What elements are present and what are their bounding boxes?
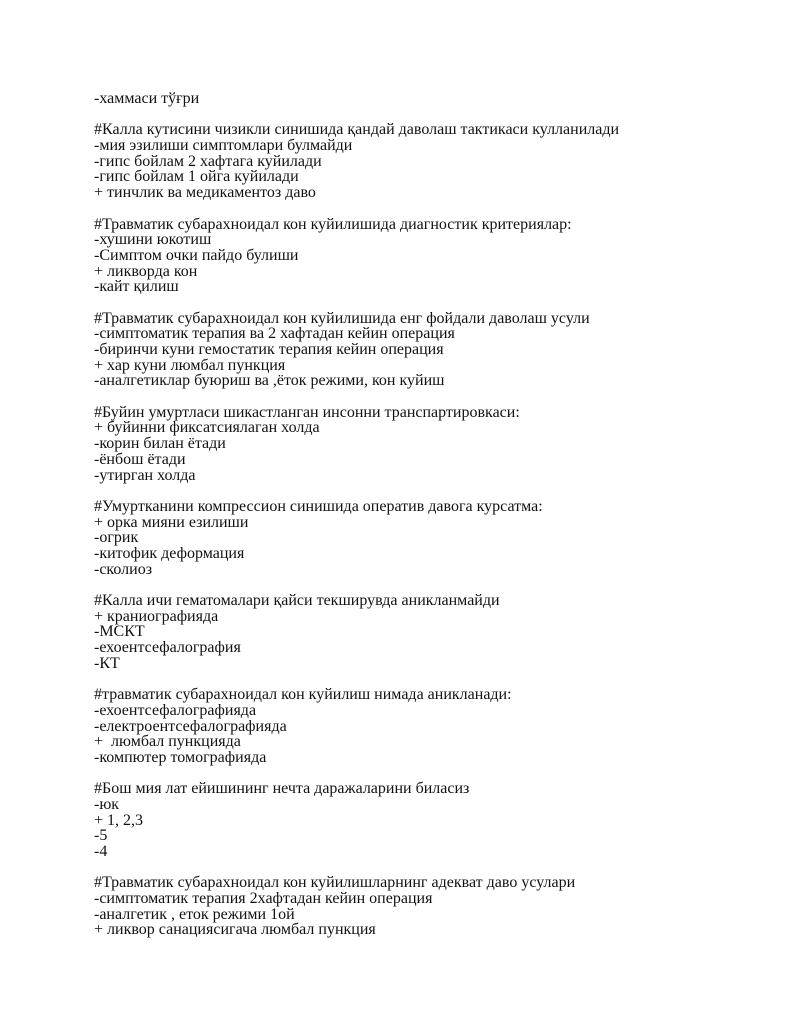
question-block [94,781,774,859]
answer-option: -гипс бойлам 1 ойга куйилади [94,168,299,186]
question-block [94,593,774,671]
question-text: #Калла кутисини чизикли синишида қандай даволаш тактикаси кулланилади [94,121,620,139]
blank-line [94,577,774,593]
question-text: #Травматик субарахноидал кон куйилишида енг фойдали даволаш усули [94,309,590,327]
question-text: #Умуртканини компрессион синишида оператив давога курсатма: [94,497,543,515]
answer-option: -МСКТ [94,623,145,641]
answer-option: -китофик деформация [94,544,245,562]
question-text: #травматик субарахноидал кон куйилиш нимада аникланади: [94,686,512,704]
blank-line [94,389,774,405]
document-page [94,91,774,938]
answer-option: -огрик [94,529,139,547]
question-block [94,217,774,295]
answer-option: + орка мияни езилиши [94,513,249,531]
answer-option: -ехоентсефалография [94,639,241,657]
blank-line [94,766,774,782]
blank-line [94,201,774,217]
question-text: #Буйин умуртласи шикастланган инсонни транспартировкаси: [94,403,520,421]
intro-line: -хаммаси тўғри [94,90,200,107]
question-block [94,687,774,765]
question-text: #Бош мия лат ейишининг нечта даражаларини биласиз [94,780,470,798]
answer-option: + люмбал пункцияда [94,733,241,751]
answer-option: + тинчлик ва медикаментоз даво [94,184,316,202]
answer-option: -ехоентсефалографияда [94,701,257,719]
question-block [94,405,774,483]
answer-option: -гипс бойлам 2 хафтага куйилади [94,152,322,170]
blank-line [94,671,774,687]
blank-line [94,483,774,499]
question-text: #Калла ичи гематомалари қайси текширувда аникланмайди [94,592,500,609]
answer-option: -компютер томографияда [94,748,267,766]
answer-option: + краниографияда [94,607,219,625]
question-list [94,122,774,938]
answer-option: -сколиоз [94,560,153,578]
answer-option: -КТ [94,654,120,672]
answer-option: -5 [94,827,108,845]
answer-option: -ёнбош ётади [94,450,186,468]
answer-option: + буйинни фиксатсиялаган холда [94,419,320,437]
answer-option: -мия эзилиши симптомлари булмайди [94,137,353,155]
answer-option: -утирган холда [94,466,196,484]
answer-option: -симптоматик терапия 2хафтадан кейин операция [94,890,433,908]
answer-option: + ликворда кон [94,262,198,280]
answer-option: -Симптом очки пайдо булиши [94,246,299,264]
answer-option: -електроентсефалографияда [94,717,287,735]
answer-option: -хушини юкотиш [94,231,212,249]
blank-line [94,295,774,311]
question-block [94,122,774,200]
answer-option: + хар куни люмбал пункция [94,356,286,374]
answer-option: -аналгетик , еток режими 1ой [94,905,295,923]
question-text: #Травматик субарахноидал кон куйилишида диагностик критериялар: [94,215,572,233]
answer-option: -симптоматик терапия ва 2 хафтадан кейин операция [94,325,455,343]
answer-option: -аналгетиклар буюриш ва ,ёток режими, кон куйиш [94,372,445,390]
answer-option: -кайт қилиш [94,278,179,296]
question-block [94,311,774,389]
answer-option: + ликвор санациясигача люмбал пункция [94,921,376,939]
answer-option: -биринчи куни гемостатик терапия кейин операция [94,341,444,358]
question-block [94,499,774,577]
blank-line [94,107,774,123]
answer-option: -корин билан ётади [94,435,226,453]
question-block [94,875,774,938]
answer-option: + 1, 2,3 [94,811,144,829]
question-text: #Травматик субарахноидал кон куйилишларнинг адекват даво усулари [94,874,576,892]
answer-option: -4 [94,843,108,860]
blank-line [94,860,774,876]
answer-option: -юк [94,795,120,813]
